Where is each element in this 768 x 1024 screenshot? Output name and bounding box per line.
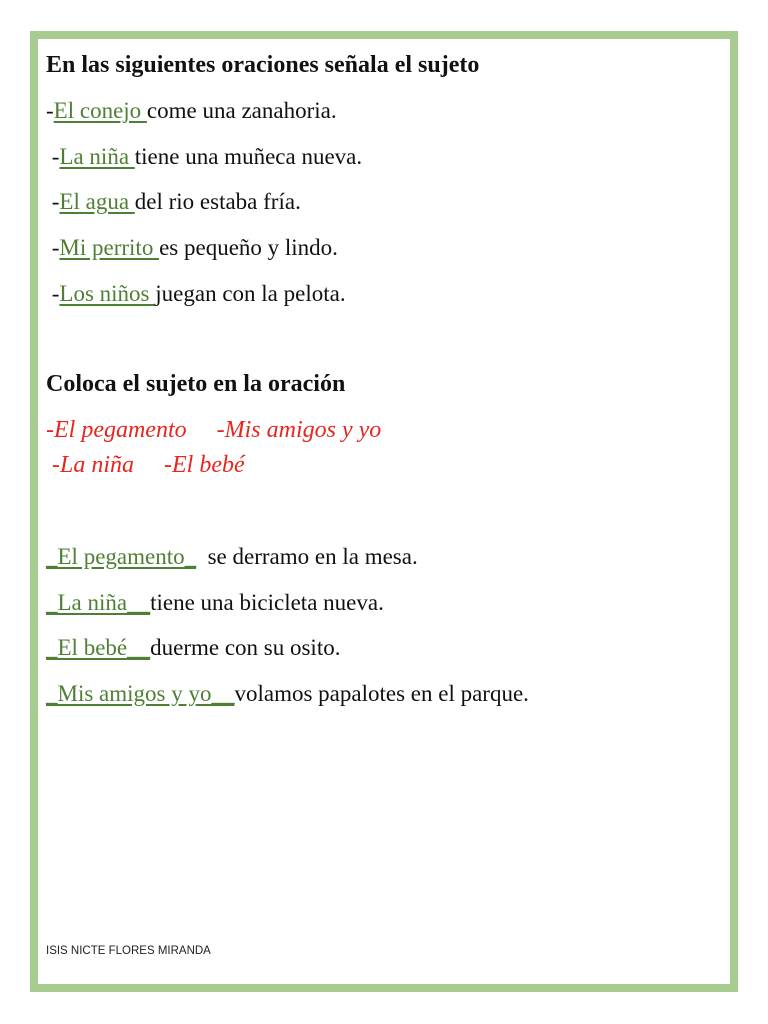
sentence-1 xyxy=(46,99,337,122)
predicate: juegan con la pelota. xyxy=(155,281,346,306)
predicate: duerme con su osito. xyxy=(150,635,341,660)
filled-subject: _La niña__ xyxy=(46,590,151,615)
dash: - xyxy=(46,98,54,123)
predicate: tiene una bicicleta nueva. xyxy=(150,590,384,615)
section1-title: En las siguientes oraciones señala el sujeto xyxy=(46,52,480,78)
subject-options-row-1: -El pegamento -Mis amigos y yo xyxy=(46,417,382,443)
subject-answer: Los niños xyxy=(59,281,156,306)
sentence-2 xyxy=(46,145,362,168)
predicate: del rio estaba fría. xyxy=(134,189,301,214)
fill-sentence-4 xyxy=(46,682,529,705)
dash: - xyxy=(46,281,60,306)
filled-subject: _El pegamento_ xyxy=(46,544,197,569)
predicate: volamos papalotes en el parque. xyxy=(234,681,529,706)
sentence-4 xyxy=(46,236,338,259)
subject-answer: El conejo xyxy=(53,98,147,123)
filled-subject: _Mis amigos y yo__ xyxy=(46,681,235,706)
predicate: come una zanahoria. xyxy=(146,98,337,123)
subject-answer: Mi perrito xyxy=(59,235,160,260)
section2-title: Coloca el sujeto en la oración xyxy=(46,371,346,397)
predicate: es pequeño y lindo. xyxy=(159,235,338,260)
filled-subject: _El bebé__ xyxy=(46,635,151,660)
predicate: tiene una muñeca nueva. xyxy=(134,144,363,169)
dash: - xyxy=(46,235,60,260)
subject-answer: El agua xyxy=(59,189,135,214)
predicate: se derramo en la mesa. xyxy=(196,544,418,569)
sentence-5 xyxy=(46,282,346,305)
fill-sentence-1 xyxy=(46,545,418,568)
dash: - xyxy=(46,144,60,169)
subject-answer: La niña xyxy=(59,144,135,169)
author-name: ISIS NICTE FLORES MIRANDA xyxy=(46,945,211,957)
subject-options-row-2: -La niña -El bebé xyxy=(46,452,245,478)
dash: - xyxy=(46,189,60,214)
fill-sentence-2 xyxy=(46,591,384,614)
page-border xyxy=(30,31,738,992)
fill-sentence-3 xyxy=(46,636,340,659)
sentence-3 xyxy=(46,190,301,213)
